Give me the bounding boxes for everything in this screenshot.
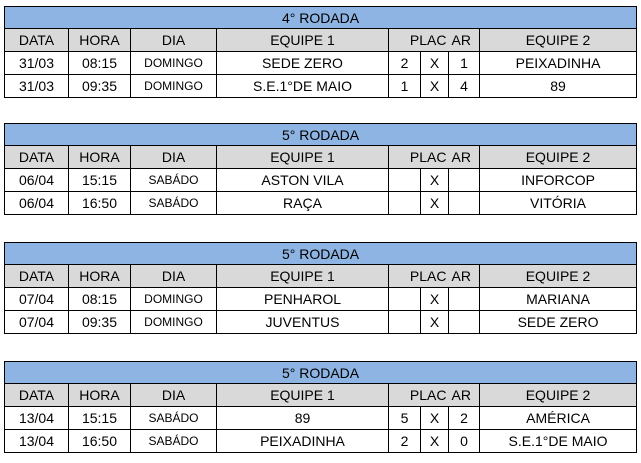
score-team-2 [449,169,480,192]
header-placar [389,265,449,288]
header-hora: HORA [69,265,131,288]
round-title: 5° RODADA [5,124,637,146]
header-placar-right: AR [451,32,471,48]
score-team-2: 4 [449,75,480,98]
team-1: PEIXADINHA [217,430,389,453]
header-dia: DIA [131,265,217,288]
score-team-1 [389,192,421,215]
game-date: 13/04 [5,430,69,453]
header-placar-left: PLAC [409,268,447,284]
game-row [5,169,637,192]
team-2: AMÉRICA [480,407,637,430]
game-date: 07/04 [5,311,69,334]
team-1: JUVENTUS [217,311,389,334]
header-data: DATA [5,265,69,288]
game-day: DOMINGO [131,75,217,98]
header-equipe-1: EQUIPE 1 [217,384,389,407]
score-separator: X [421,288,449,311]
game-time: 16:50 [69,430,131,453]
team-1: SEDE ZERO [217,52,389,75]
game-day: DOMINGO [131,52,217,75]
header-dia: DIA [131,146,217,169]
game-day: SABÁDO [131,169,217,192]
game-time: 15:15 [69,169,131,192]
header-placar [389,146,449,169]
score-separator: X [421,311,449,334]
team-2: VITÓRIA [480,192,637,215]
header-placar-end [449,384,480,407]
team-1: PENHAROL [217,288,389,311]
score-team-1: 2 [389,52,421,75]
header-equipe-1: EQUIPE 1 [217,146,389,169]
team-2: 89 [480,75,637,98]
header-equipe-1: EQUIPE 1 [217,29,389,52]
round-title: 4° RODADA [5,7,637,29]
game-time: 16:50 [69,192,131,215]
header-dia: DIA [131,384,217,407]
game-date: 13/04 [5,407,69,430]
team-1: ASTON VILA [217,169,389,192]
game-row [5,407,637,430]
header-placar-left: PLAC [409,32,447,48]
header-data: DATA [5,29,69,52]
header-equipe-2: EQUIPE 2 [480,265,637,288]
score-team-2 [449,288,480,311]
game-day: DOMINGO [131,288,217,311]
score-team-1 [389,169,421,192]
header-equipe-2: EQUIPE 2 [480,29,637,52]
round-title: 5° RODADA [5,362,637,384]
team-2: MARIANA [480,288,637,311]
game-date: 31/03 [5,75,69,98]
header-placar-end [449,265,480,288]
score-separator: X [421,52,449,75]
score-team-1: 5 [389,407,421,430]
score-separator: X [421,75,449,98]
game-date: 31/03 [5,52,69,75]
game-day: SABÁDO [131,192,217,215]
score-team-2: 1 [449,52,480,75]
score-team-1: 1 [389,75,421,98]
game-row [5,52,637,75]
team-1: 89 [217,407,389,430]
game-row [5,192,637,215]
score-separator: X [421,169,449,192]
game-row [5,75,637,98]
round-title: 5° RODADA [5,243,637,265]
header-data: DATA [5,146,69,169]
header-placar-left: PLAC [409,387,447,403]
team-1: RAÇA [217,192,389,215]
team-2: S.E.1°DE MAIO [480,430,637,453]
game-row [5,430,637,453]
header-placar-right: AR [451,149,471,165]
game-date: 06/04 [5,169,69,192]
team-2: INFORCOP [480,169,637,192]
header-hora: HORA [69,384,131,407]
header-placar [389,384,449,407]
score-team-2 [449,192,480,215]
header-placar-right: AR [451,268,471,284]
game-time: 15:15 [69,407,131,430]
header-hora: HORA [69,146,131,169]
header-hora: HORA [69,29,131,52]
score-team-1 [389,288,421,311]
header-equipe-2: EQUIPE 2 [480,384,637,407]
score-team-1 [389,311,421,334]
score-team-2 [449,311,480,334]
header-equipe-2: EQUIPE 2 [480,146,637,169]
header-equipe-1: EQUIPE 1 [217,265,389,288]
round-table [4,242,636,334]
team-1: S.E.1°DE MAIO [217,75,389,98]
game-time: 08:15 [69,52,131,75]
header-dia: DIA [131,29,217,52]
game-day: SABÁDO [131,430,217,453]
game-date: 07/04 [5,288,69,311]
header-placar-end [449,146,480,169]
score-team-1: 2 [389,430,421,453]
game-row [5,288,637,311]
game-time: 09:35 [69,311,131,334]
header-data: DATA [5,384,69,407]
round-table [4,123,636,215]
score-separator: X [421,430,449,453]
header-placar-right: AR [451,387,471,403]
header-placar-left: PLAC [409,149,447,165]
game-day: DOMINGO [131,311,217,334]
round-table [4,361,636,453]
game-time: 09:35 [69,75,131,98]
team-2: PEIXADINHA [480,52,637,75]
game-time: 08:15 [69,288,131,311]
game-day: SABÁDO [131,407,217,430]
score-team-2: 2 [449,407,480,430]
round-table [4,6,636,98]
header-placar [389,29,449,52]
score-team-2: 0 [449,430,480,453]
score-separator: X [421,192,449,215]
game-date: 06/04 [5,192,69,215]
team-2: SEDE ZERO [480,311,637,334]
header-placar-end [449,29,480,52]
game-row [5,311,637,334]
score-separator: X [421,407,449,430]
